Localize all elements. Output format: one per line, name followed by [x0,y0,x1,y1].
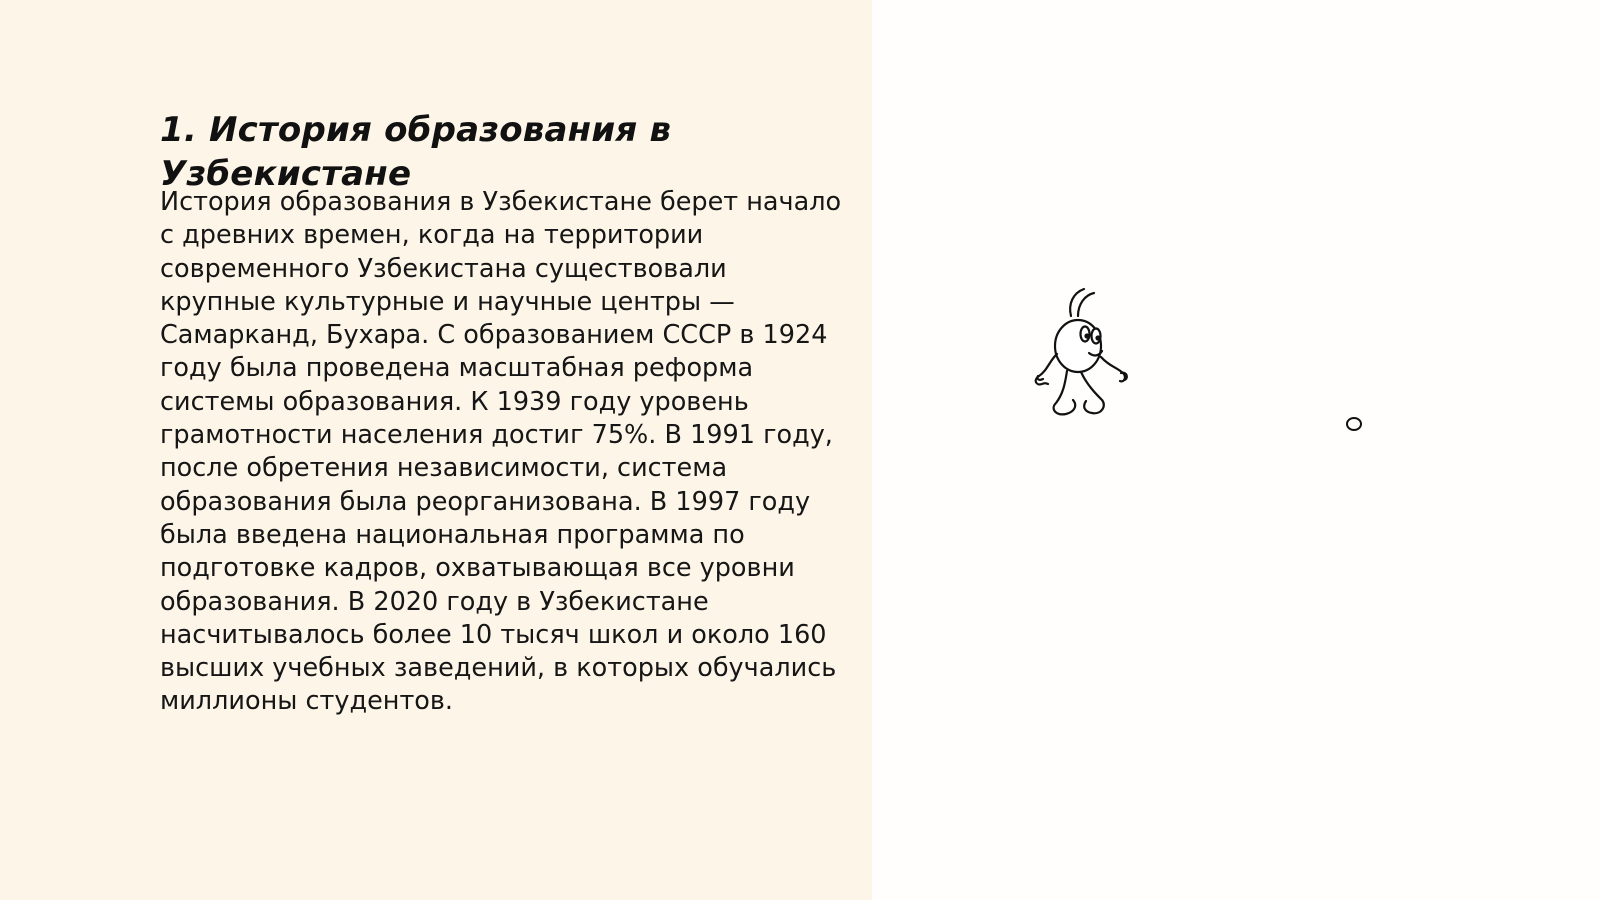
walking-cartoon-character-icon [1028,285,1140,425]
slide-title: 1. История образования в Узбекистане [160,110,672,194]
slide-body-text: История образования в Узбекистане берет начало с древних времен, когда на территории современного Узбекистана существовали крупные культурные и научные центры — Самарканд, Бухара. С образованием СССР в 1924 году была проведена масштабная реформа системы образования. К 1939 году уровень грамотности населения достиг 75%. В 1991 году, после обретения независимости, система образования была реорганизована. В 1997 году была введена национальная программа по подготовке кадров, охватывающая все уровни образования. В 2020 году в Узбекистане насчитывалось более 10 тысяч школ и около 160 высших учебных заведений, в которых обучались миллионы студентов. [160,187,842,717]
small-circle-icon [1345,416,1363,432]
slide-content [160,108,850,719]
